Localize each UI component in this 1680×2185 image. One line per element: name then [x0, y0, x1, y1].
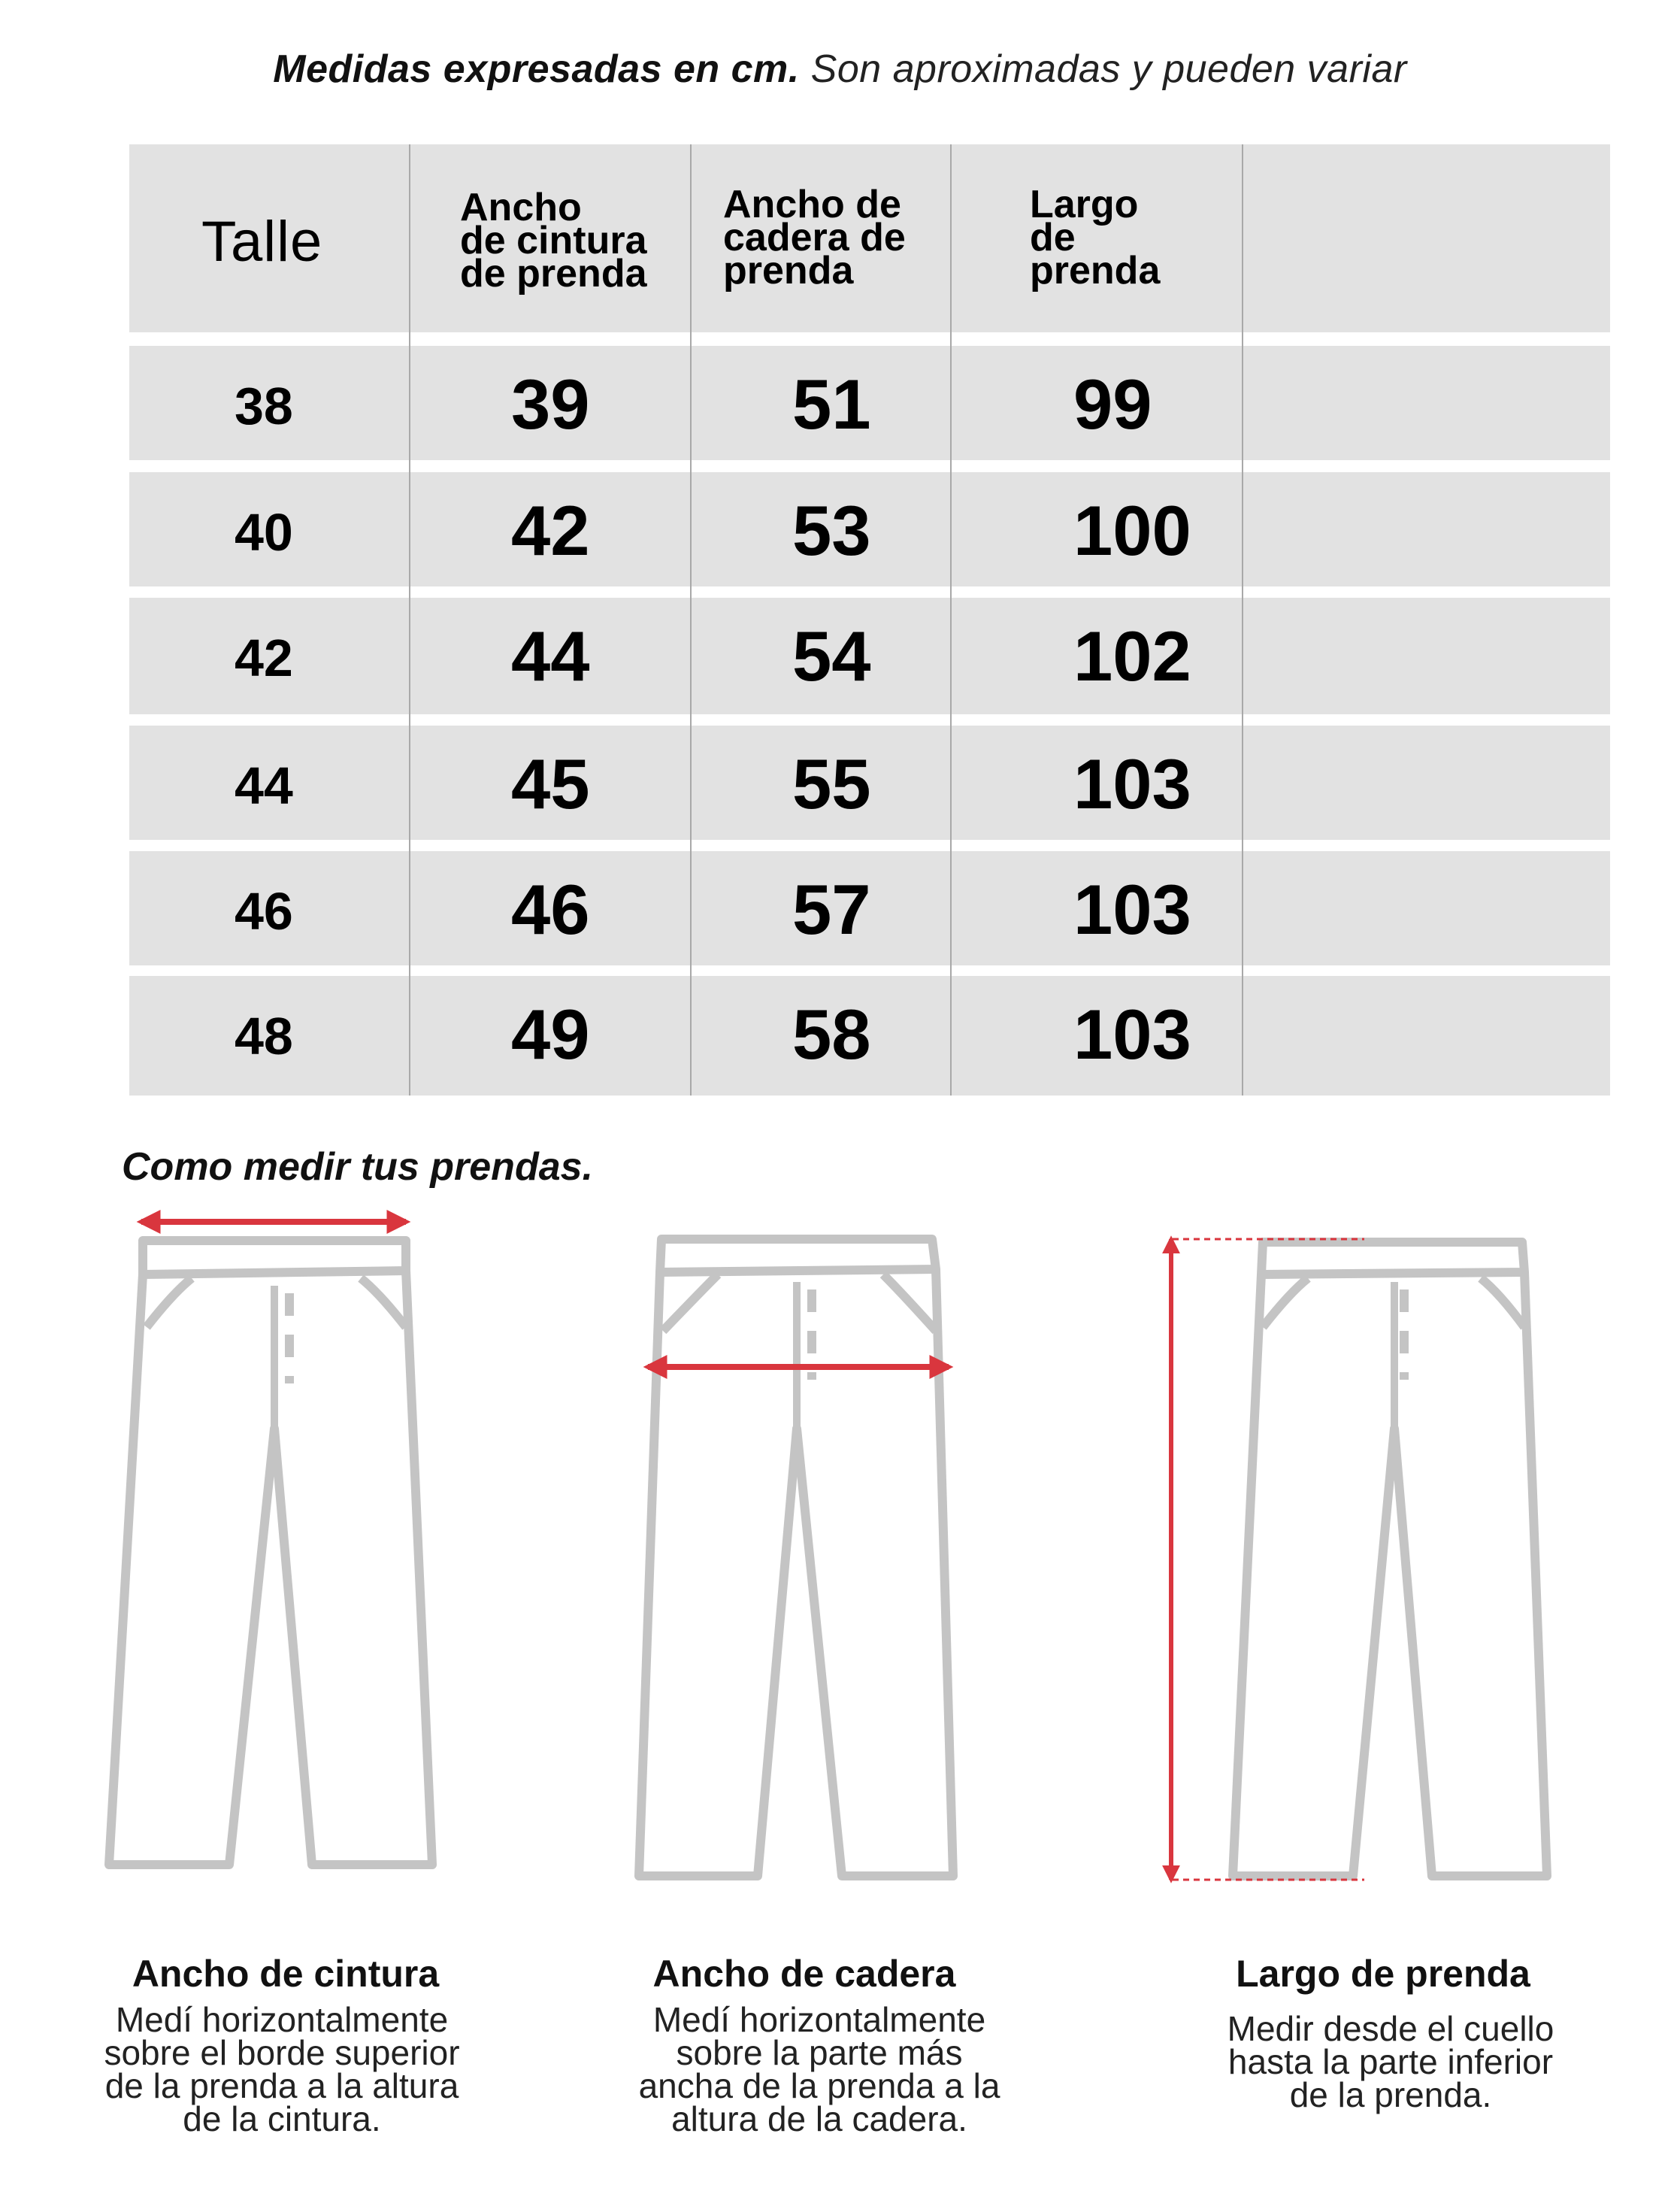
- header-length-line2: de: [1030, 216, 1076, 259]
- cell-cadera: 57: [792, 870, 871, 949]
- pants-diagrams: [0, 1203, 1680, 1895]
- cell-cadera: 51: [792, 365, 871, 444]
- cell-cintura: 39: [511, 365, 590, 444]
- guide-title: Como medir tus prendas.: [122, 1145, 593, 1189]
- caption-line: altura de la cadera.: [671, 2099, 967, 2138]
- note-bold: Medidas expresadas en cm.: [273, 47, 800, 91]
- caption-line: sobre la parte más: [676, 2033, 963, 2072]
- caption-line: Medí horizontalmente: [115, 2000, 449, 2039]
- header-hip-line3: prenda: [723, 249, 854, 292]
- table-row: [129, 976, 1610, 1096]
- size-table: [129, 144, 1610, 1096]
- caption-line: hasta la parte inferior: [1227, 2042, 1554, 2081]
- pants-waist-illustration: [109, 1241, 432, 1865]
- header-length-line1: Largo: [1030, 183, 1139, 226]
- cell-talle: 38: [235, 377, 293, 435]
- cell-largo: 100: [1073, 491, 1191, 570]
- note-italic: Son aproximadas y pueden variar: [810, 47, 1407, 91]
- cell-largo: 103: [1073, 870, 1191, 949]
- table-row: [129, 472, 1610, 586]
- caption-line: de la prenda.: [1289, 2075, 1492, 2114]
- cell-cintura: 45: [511, 744, 590, 823]
- header-hip-line2: cadera de: [723, 216, 906, 259]
- cell-largo: 103: [1073, 744, 1191, 823]
- cell-talle: 44: [235, 756, 293, 815]
- table-row: [129, 726, 1610, 840]
- cell-cadera: 55: [792, 744, 871, 823]
- caption-line: de la cintura.: [183, 2099, 381, 2138]
- caption-line: Medir desde el cuello: [1227, 2009, 1554, 2048]
- cell-talle: 40: [235, 503, 293, 562]
- header-waist: [460, 186, 647, 295]
- header-talle: Talle: [201, 210, 323, 274]
- hip-caption-text: [571, 2000, 1067, 2138]
- caption-line: Medí horizontalmente: [652, 2000, 986, 2039]
- measurements-note: [0, 47, 1680, 92]
- cell-talle: 46: [235, 882, 293, 941]
- length-caption-text: [1158, 2009, 1624, 2114]
- caption-line: ancha de la prenda a la: [638, 2066, 1000, 2105]
- waist-caption-text: [38, 2000, 526, 2138]
- cell-cintura: 46: [511, 870, 590, 949]
- table-row: [129, 851, 1610, 965]
- cell-cadera: 53: [792, 491, 871, 570]
- table-row: [129, 598, 1610, 714]
- table-header-row: [129, 144, 1610, 332]
- cell-largo: 99: [1073, 365, 1152, 444]
- header-length-line3: prenda: [1030, 249, 1161, 292]
- length-caption-title: Largo de prenda: [1236, 1953, 1530, 1995]
- cell-largo: 103: [1073, 995, 1191, 1074]
- cell-largo: 102: [1073, 617, 1191, 696]
- pants-hip-illustration: [639, 1239, 953, 1876]
- hip-caption-title: Ancho de cadera: [652, 1953, 956, 1995]
- column-divider: [1242, 144, 1243, 1096]
- header-waist-line3: de prenda: [460, 252, 647, 295]
- header-hip-line1: Ancho de: [723, 183, 901, 226]
- waist-caption-title: Ancho de cintura: [132, 1953, 440, 1995]
- header-hip: [723, 183, 906, 292]
- cell-cadera: 58: [792, 995, 871, 1074]
- cell-cintura: 42: [511, 491, 590, 570]
- column-divider: [690, 144, 692, 1096]
- cell-talle: 42: [235, 629, 293, 687]
- pants-length-illustration: [1233, 1242, 1547, 1876]
- column-divider: [409, 144, 410, 1096]
- header-waist-line1: Ancho: [460, 186, 582, 229]
- caption-line: de la prenda a la altura: [104, 2066, 459, 2105]
- column-divider: [950, 144, 952, 1096]
- header-length: [1030, 183, 1161, 292]
- cell-cintura: 49: [511, 995, 590, 1074]
- cell-cadera: 54: [792, 617, 871, 696]
- header-waist-line2: de cintura: [460, 219, 647, 262]
- cell-cintura: 44: [511, 617, 590, 696]
- table-row: [129, 346, 1610, 460]
- caption-line: sobre el borde superior: [104, 2033, 460, 2072]
- cell-talle: 48: [235, 1007, 293, 1065]
